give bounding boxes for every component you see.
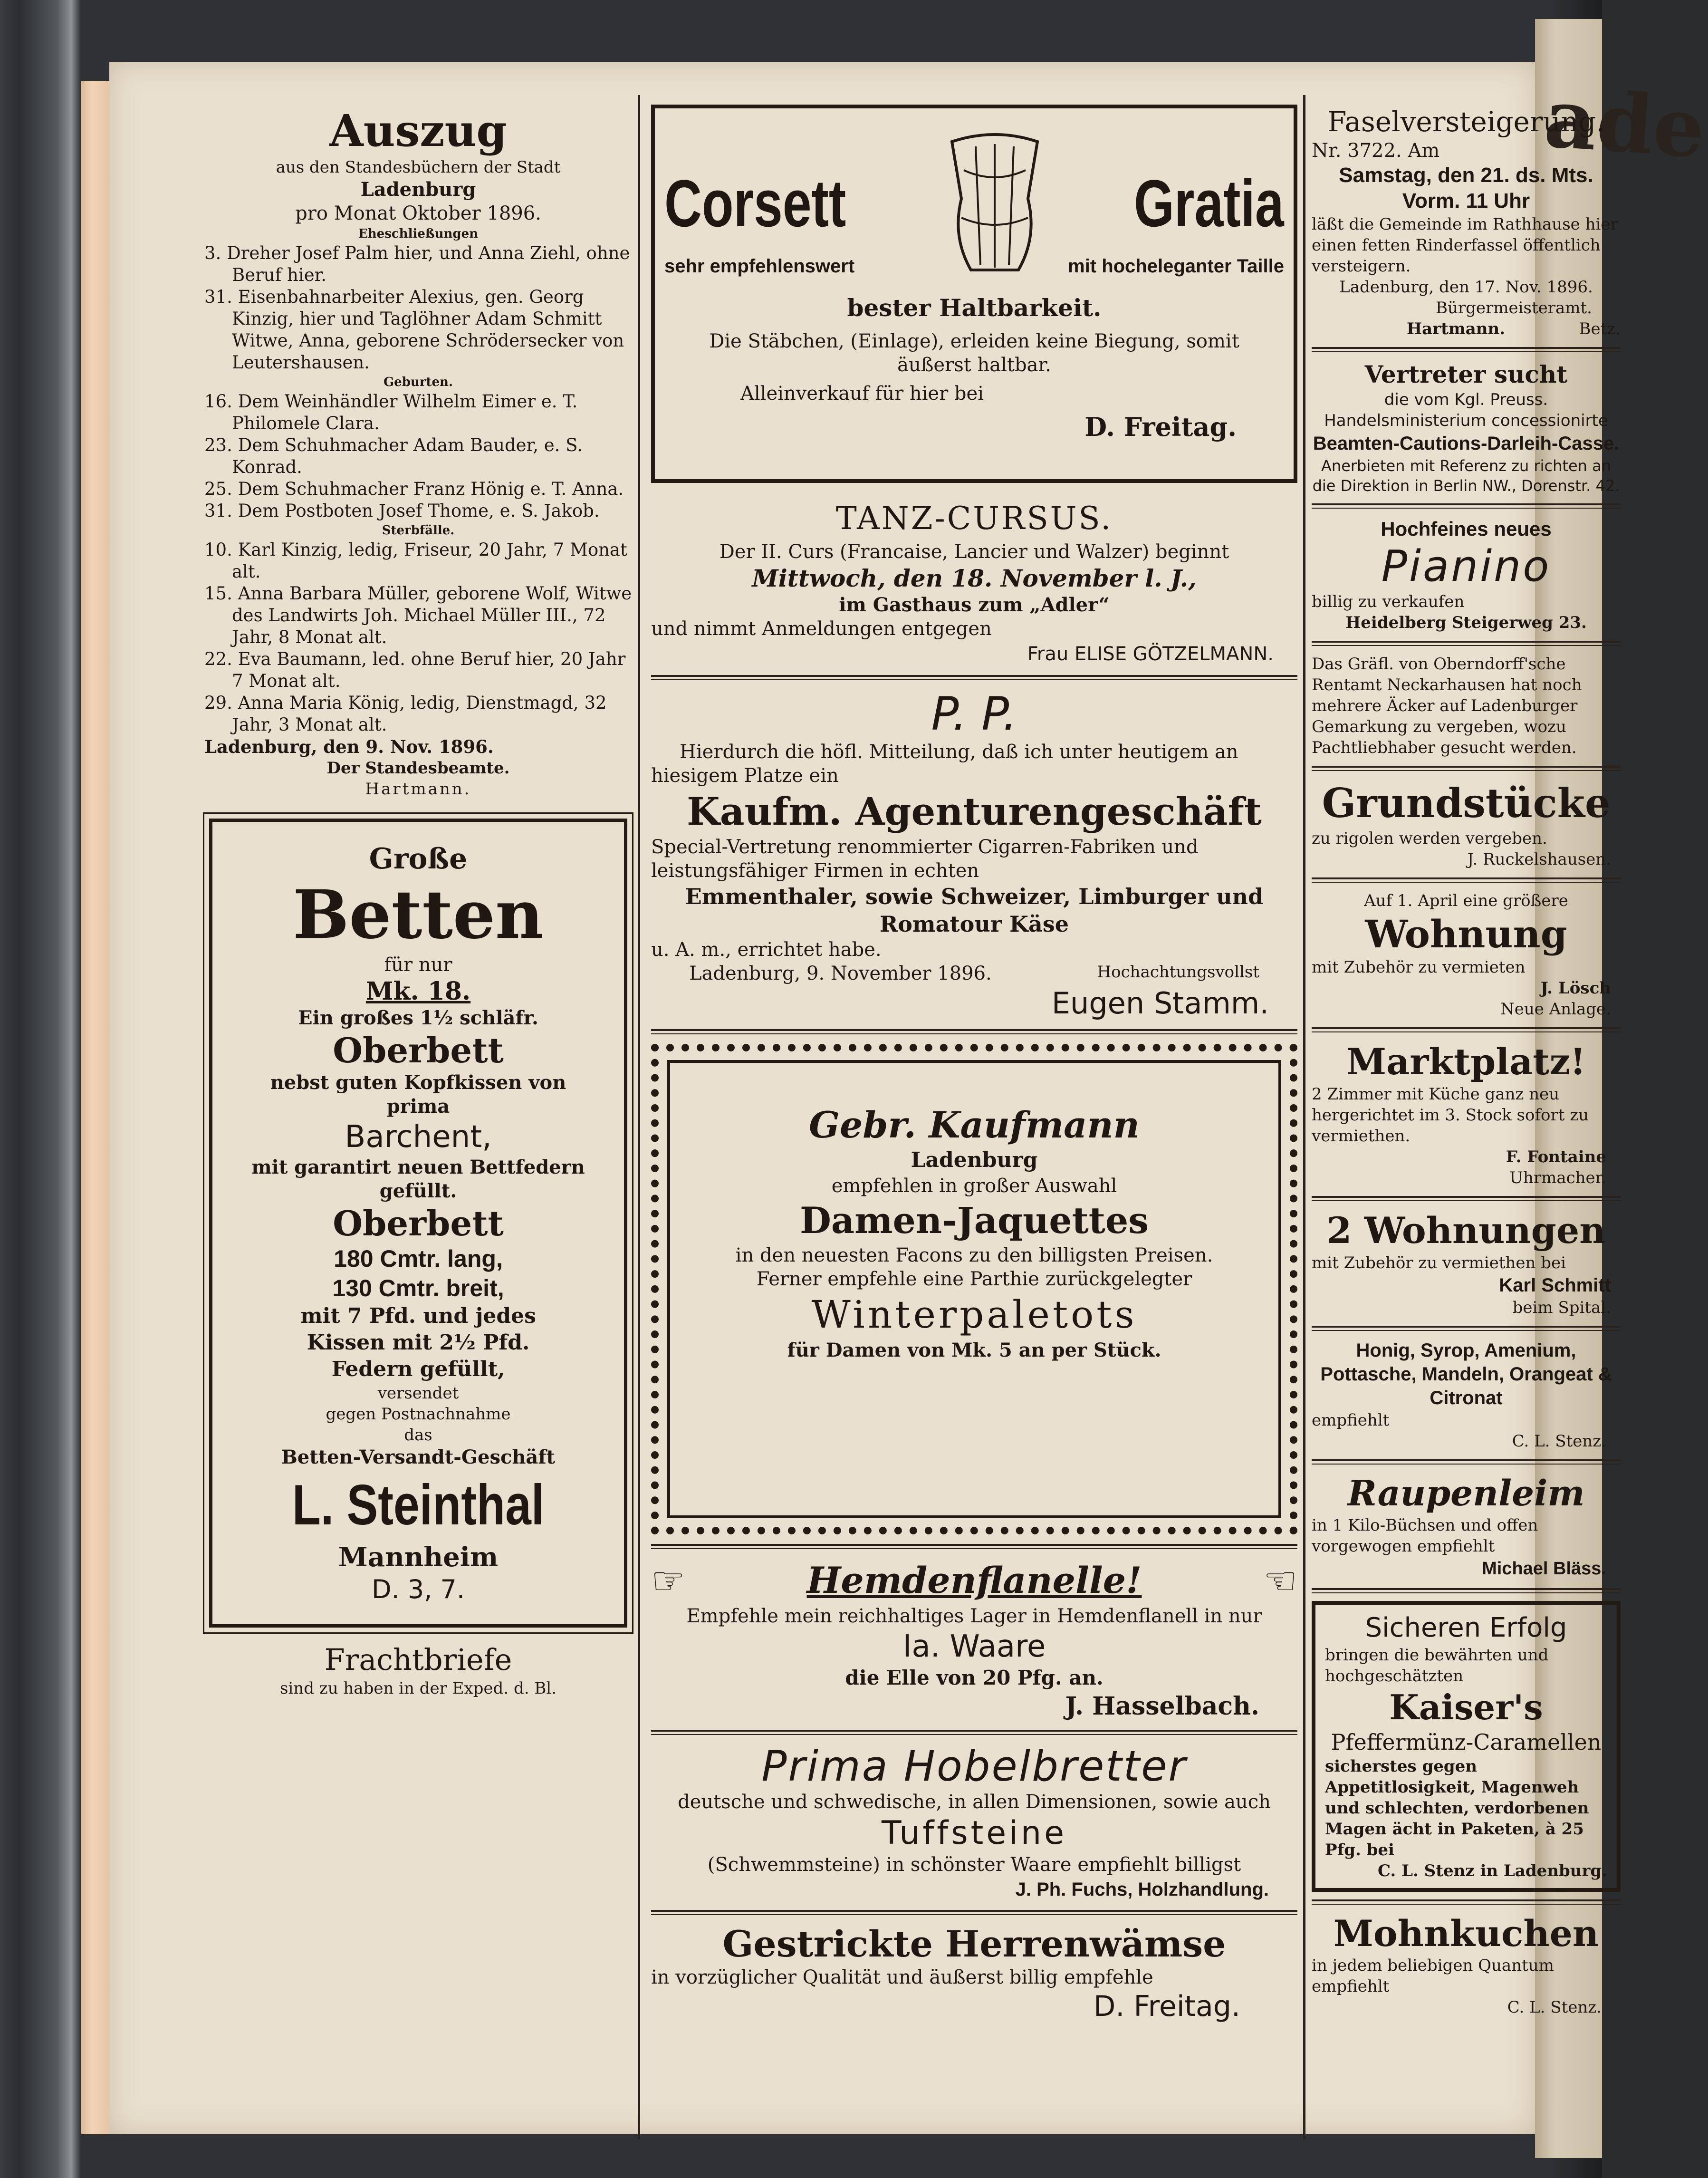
divider xyxy=(651,1544,1297,1549)
ad-city: Ladenburg xyxy=(911,1148,1038,1172)
ad-line: das xyxy=(404,1426,432,1445)
pointing-hand-right-icon: ☞ xyxy=(651,1558,685,1603)
ad-line: für nur xyxy=(384,954,452,976)
ad-line: Betten-Versandt-Geschäft xyxy=(281,1446,556,1468)
wohnung-advertisement xyxy=(1312,890,1621,1020)
ad-headline: 2 Wohnungen xyxy=(1326,1209,1606,1252)
ad-line: Neue Anlage. xyxy=(1500,1000,1611,1019)
ad-headline: Gestrickte Herrenwämse xyxy=(722,1923,1226,1965)
ad-line: Ia. Waare xyxy=(902,1629,1046,1664)
ad-line: billig zu verkaufen xyxy=(1312,592,1465,611)
notice-line: Nr. 3722. Am xyxy=(1312,140,1440,162)
list-item: 31. Dem Postboten Josef Thome, e. S. Jakob. xyxy=(204,501,600,521)
section-heading: Geburten. xyxy=(383,375,453,389)
ad-line: sicherstes gegen Appetitlosigkeit, Magenweh und schlechten, verdorbenen Magen ächt in Paketen, à 25 Pfg. bei xyxy=(1325,1757,1589,1860)
mohnkuchen-advertisement xyxy=(1312,1912,1621,2018)
section-heading: Eheschließungen xyxy=(358,227,479,241)
ad-line: bringen die bewährten und hochgeschätzten xyxy=(1325,1646,1549,1686)
ad-line: empfehlen in großer Auswahl xyxy=(831,1175,1117,1197)
ad-line: Auf 1. April eine größere xyxy=(1364,891,1568,910)
ad-line: Winterpaletots xyxy=(811,1292,1137,1337)
ad-line: Empfehle mein reichhaltiges Lager in Hemdenflanell in nur xyxy=(686,1605,1262,1627)
ad-line: Federn gefüllt, xyxy=(331,1357,505,1381)
ad-vendor: C. L. Stenz. xyxy=(1507,1998,1602,2017)
ad-vendor: Michael Bläss. xyxy=(1482,1559,1606,1579)
list-item: 23. Dem Schuhmacher Adam Bauder, e. S. Konrad. xyxy=(204,435,583,477)
book-binding xyxy=(81,81,109,2134)
ad-line: nebst guten Kopfkissen von xyxy=(270,1071,566,1094)
ad-line: (Schwemmsteine) in schönster Waare empfiehlt billigst xyxy=(707,1854,1241,1876)
auszug-city: Ladenburg xyxy=(360,178,476,201)
auszug-notice xyxy=(204,105,632,800)
ad-vendor: C. L. Stenz in Ladenburg. xyxy=(1377,1861,1607,1880)
auszug-month: pro Monat Oktober 1896. xyxy=(295,202,541,224)
auszug-date: Ladenburg, den 9. Nov. 1896. xyxy=(204,736,494,757)
list-item: 31. Eisenbahnarbeiter Alexius, gen. Georg Kinzig, hier und Taglöhner Adam Schmitt Witwe, Anna, geborene Schrödersecker von Leutershausen. xyxy=(204,287,624,373)
ad-line: mit Zubehör zu vermieten xyxy=(1312,958,1526,977)
divider xyxy=(651,1029,1297,1034)
ad-line: in 1 Kilo-Büchsen und offen vorgewogen empfiehlt xyxy=(1312,1516,1538,1556)
notice-line: Bürgermeisteramt. xyxy=(1436,299,1592,318)
ad-headline: Sicheren Erfolg xyxy=(1365,1612,1567,1643)
ad-line: Die Stäbchen, (Einlage), erleiden keine Biegung, somit äußerst haltbar. xyxy=(709,330,1239,376)
pianino-advertisement xyxy=(1312,516,1621,633)
notice-line: läßt die Gemeinde im Rathhause hier einen fetten Rinderfassel öffentlich versteigern. xyxy=(1312,215,1618,276)
ad-line: sehr empfehlenswert xyxy=(664,256,855,277)
auszug-title: Auszug xyxy=(329,105,507,156)
divider xyxy=(1312,766,1621,771)
pp-advertisement xyxy=(651,688,1297,1022)
ad-line: Special-Vertretung renommierter Cigarren-Fabriken und leistungsfähiger Firmen in echten xyxy=(651,836,1199,882)
ad-line: Beamten-Cautions-Darleih-Casse. xyxy=(1313,433,1620,454)
ad-line: prima xyxy=(386,1095,450,1118)
ad-headline: P. P. xyxy=(931,687,1017,741)
divider xyxy=(651,1730,1297,1735)
ad-line: Emmenthaler, sowie Schweizer, Limburger und xyxy=(685,884,1264,909)
ad-line: Pfeffermünz-Caramellen xyxy=(1331,1729,1602,1755)
list-item: 22. Eva Baumann, led. ohne Beruf hier, 20 Jahr 7 Monat alt. xyxy=(204,649,626,691)
ad-line: beim Spital. xyxy=(1512,1298,1611,1317)
list-item: 15. Anna Barbara Müller, geborene Wolf, Witwe des Landwirts Joh. Michael Müller III., 72 Jahr, 8 Monat alt. xyxy=(204,583,632,647)
notice-signature: Betz. xyxy=(1579,319,1621,338)
ad-headline: Betten xyxy=(293,876,544,954)
ad-line: Oberbett xyxy=(333,1030,504,1070)
ad-line: Alleinverkauf für hier bei xyxy=(740,383,984,405)
ad-line: 130 Cmtr. breit, xyxy=(332,1275,504,1301)
ad-headline: Honig, Syrop, Amenium, Pottasche, Mandeln, Orangeat & Citronat xyxy=(1320,1340,1612,1408)
ad-date: Ladenburg, 9. November 1896. xyxy=(689,963,992,984)
ad-line: in den neuesten Facons zu den billigsten Preisen. xyxy=(735,1244,1213,1266)
ad-line: in vorzüglicher Qualität und äußerst billig empfehle xyxy=(651,1966,1153,1988)
corset-icon xyxy=(942,132,1047,275)
ad-line: im Gasthaus zum „Adler“ xyxy=(839,594,1110,616)
ad-vendor: D. Freitag. xyxy=(1094,1990,1240,2023)
auszug-signature: Hartmann. xyxy=(365,780,471,799)
ad-line: Barchent, xyxy=(345,1119,492,1155)
ad-line: die vom Kgl. Preuss. Handelsministerium concessionirte xyxy=(1324,390,1608,430)
ad-line: Damen-Jaquettes xyxy=(799,1199,1149,1242)
divider xyxy=(1312,1326,1621,1331)
ad-line: Der II. Curs (Francaise, Lancier und Walzer) beginnt xyxy=(719,541,1229,563)
ad-line: mit hocheleganter Taille xyxy=(1068,256,1284,277)
ad-line: Ein großes 1½ schläfr. xyxy=(298,1007,538,1029)
ad-headline: Prima Hobelbretter xyxy=(761,1742,1187,1791)
ad-vendor: D. Freitag. xyxy=(1084,412,1237,442)
ad-line: Große xyxy=(369,842,468,876)
ad-headline: Gratia xyxy=(1134,166,1284,241)
ad-line: Hochfeines neues xyxy=(1381,518,1552,540)
ad-headline: Wohnung xyxy=(1365,912,1567,956)
honig-advertisement xyxy=(1312,1339,1621,1452)
divider xyxy=(651,675,1297,680)
pointing-hand-left-icon: ☜ xyxy=(1263,1558,1297,1603)
ad-line: die Elle von 20 Pfg. an. xyxy=(845,1666,1103,1689)
auszug-signature-title: Der Standesbeamte. xyxy=(326,759,510,778)
herrenwaemse-advertisement xyxy=(651,1923,1297,2024)
notice-title: Frachtbriefe xyxy=(324,1642,512,1677)
ad-line: mit Zubehör zu vermiethen bei xyxy=(1312,1253,1566,1272)
kaiser-advertisement xyxy=(1312,1601,1621,1892)
ad-line: Hierdurch die höfl. Mitteilung, daß ich unter heutigem an hiesigem Platze ein xyxy=(651,741,1238,787)
hobelbretter-advertisement xyxy=(651,1743,1297,1902)
ad-line: deutsche und schwedische, in allen Dimensionen, sowie auch xyxy=(678,1791,1271,1813)
notice-title: Faselversteigerung. xyxy=(1327,106,1605,138)
column-left xyxy=(204,105,632,1699)
divider xyxy=(1312,1899,1621,1905)
ad-address: D. 3, 7. xyxy=(371,1574,465,1604)
ad-line: Uhrmacher. xyxy=(1509,1168,1606,1187)
ad-line: u. A. m., errichtet habe. xyxy=(651,939,882,961)
ad-line: Oberbett xyxy=(333,1203,504,1243)
kaufmann-advertisement xyxy=(651,1044,1297,1534)
newspaper-page xyxy=(109,62,1621,2134)
ad-price: Mk. 18. xyxy=(365,977,471,1006)
list-item: 25. Dem Schuhmacher Franz Hönig e. T. Anna. xyxy=(204,479,624,499)
ad-headline: Vertreter sucht xyxy=(1364,360,1568,388)
frachtbriefe-notice xyxy=(204,1642,632,1699)
ad-line: 2 Zimmer mit Küche ganz neu hergerichtet im 3. Stock sofort zu vermiethen. xyxy=(1312,1085,1589,1146)
rentamt-notice: Das Gräfl. von Oberndorff'sche Rentamt Neckarhausen hat noch mehrere Äcker auf Ladenburger Gemarkung zu vergeben, wozu Pachtliebhaber gesucht werden. xyxy=(1312,655,1582,757)
column-right xyxy=(1312,105,1621,2018)
column-divider xyxy=(1303,95,1305,2139)
ad-line: in jedem beliebigen Quantum empfiehlt xyxy=(1312,1956,1554,1996)
ad-vendor: Frau ELISE GÖTZELMANN. xyxy=(1027,643,1274,665)
ad-line: Hochachtungsvollst xyxy=(1097,963,1259,982)
ad-headline: Raupenleim xyxy=(1347,1473,1585,1514)
auszug-subtitle: aus den Standesbüchern der Stadt xyxy=(276,158,561,177)
divider xyxy=(1312,1588,1621,1593)
ad-vendor: F. Fontaine xyxy=(1506,1147,1606,1166)
ad-line: Kissen mit 2½ Pfd. xyxy=(307,1330,530,1355)
ad-vendor: J. Lösch xyxy=(1540,979,1611,998)
adjacent-page-fragment: ade xyxy=(1541,70,1708,177)
ad-line: zu rigolen werden vergeben. xyxy=(1312,829,1547,848)
ad-vendor: J. Hasselbach. xyxy=(1065,1692,1259,1721)
ad-headline: Gebr. Kaufmann xyxy=(809,1104,1140,1146)
notice-signature: Hartmann. xyxy=(1407,319,1506,338)
ad-line: Kaufm. Agenturengeschäft xyxy=(687,789,1262,834)
ad-line: 180 Cmtr. lang, xyxy=(334,1245,503,1272)
list-item: 3. Dreher Josef Palm hier, und Anna Ziehl, ohne Beruf hier. xyxy=(204,243,630,285)
ad-company: L. Steinthal xyxy=(292,1473,545,1537)
ad-headline: Pianino xyxy=(1381,541,1551,591)
divider xyxy=(1312,641,1621,646)
list-item: 16. Dem Weinhändler Wilhelm Eimer e. T. Philomele Clara. xyxy=(204,391,578,434)
ad-line: mit garantirt neuen Bettfedern gefüllt. xyxy=(251,1156,585,1202)
list-item: 10. Karl Kinzig, ledig, Friseur, 20 Jahr, 7 Monat alt. xyxy=(204,540,627,582)
column-middle xyxy=(651,105,1297,2024)
betten-advertisement xyxy=(209,819,627,1628)
marktplatz-advertisement xyxy=(1312,1040,1621,1188)
ad-line: für Damen von Mk. 5 an per Stück. xyxy=(787,1339,1161,1361)
ad-line: Heidelberg Steigerweg 23. xyxy=(1345,613,1587,632)
ad-line: versendet xyxy=(377,1384,459,1403)
ad-city: Mannheim xyxy=(338,1542,499,1573)
ad-headline: Mohnkuchen xyxy=(1333,1912,1599,1955)
divider xyxy=(1312,1196,1621,1201)
ad-brand: Kaiser's xyxy=(1389,1687,1543,1727)
notice-line: Ladenburg, den 17. Nov. 1896. xyxy=(1339,278,1593,297)
divider xyxy=(651,1910,1297,1915)
ad-line: mit 7 Pfd. und jedes xyxy=(300,1304,536,1328)
notice-text: sind zu haben in der Exped. d. Bl. xyxy=(279,1679,557,1698)
divider xyxy=(1312,877,1621,883)
notice-line: Samstag, den 21. ds. Mts. xyxy=(1339,164,1593,187)
ad-line: gegen Postnachnahme xyxy=(326,1405,511,1424)
corsett-advertisement xyxy=(651,105,1297,483)
ad-vendor: Eugen Stamm. xyxy=(1051,986,1269,1021)
column-divider xyxy=(638,95,640,2139)
grundstuecke-advertisement xyxy=(1312,779,1621,870)
ad-vendor: J. Ph. Fuchs, Holzhandlung. xyxy=(1015,1879,1269,1900)
ad-vendor: C. L. Stenz. xyxy=(1512,1432,1606,1451)
divider xyxy=(1312,1459,1621,1465)
list-item: 29. Anna Maria König, ledig, Dienstmagd, 32 Jahr, 3 Monat alt. xyxy=(204,693,607,735)
tanz-cursus-advertisement xyxy=(651,497,1297,667)
ad-line: empfiehlt xyxy=(1312,1411,1390,1430)
raupenleim-advertisement xyxy=(1312,1472,1621,1580)
notice-line: Vorm. 11 Uhr xyxy=(1402,189,1530,212)
ad-line: Anerbieten mit Referenz zu richten an die Direktion in Berlin NW., Dorenstr. 42. xyxy=(1312,457,1620,495)
ad-headline: Hemdenflanelle! xyxy=(806,1559,1142,1601)
ad-line: Mittwoch, den 18. November l. J., xyxy=(752,564,1197,592)
ad-line: Ferner empfehle eine Parthie zurückgelegter xyxy=(756,1268,1192,1290)
ad-headline: Grundstücke xyxy=(1322,780,1611,827)
ad-headline: Corsett xyxy=(664,166,846,241)
ad-headline: TANZ-CURSUS. xyxy=(835,500,1113,537)
ad-headline: Marktplatz! xyxy=(1346,1041,1586,1083)
divider xyxy=(1312,347,1621,352)
section-heading: Sterbfälle. xyxy=(382,523,455,538)
ad-line: Tuffsteine xyxy=(882,1814,1067,1852)
hemdenflanelle-advertisement xyxy=(651,1557,1297,1722)
ad-vendor: J. Ruckelshausen. xyxy=(1467,850,1611,869)
ad-line: und nimmt Anmeldungen entgegen xyxy=(651,618,992,640)
divider xyxy=(1312,503,1621,509)
ad-line: bester Haltbarkeit. xyxy=(847,294,1102,322)
vertreter-advertisement xyxy=(1312,360,1621,496)
ad-line: Romatour Käse xyxy=(880,911,1069,937)
zwei-wohnungen-advertisement xyxy=(1312,1209,1621,1318)
faselversteigerung-notice xyxy=(1312,105,1621,339)
divider xyxy=(1312,1027,1621,1032)
ad-vendor: Karl Schmitt xyxy=(1499,1275,1611,1296)
